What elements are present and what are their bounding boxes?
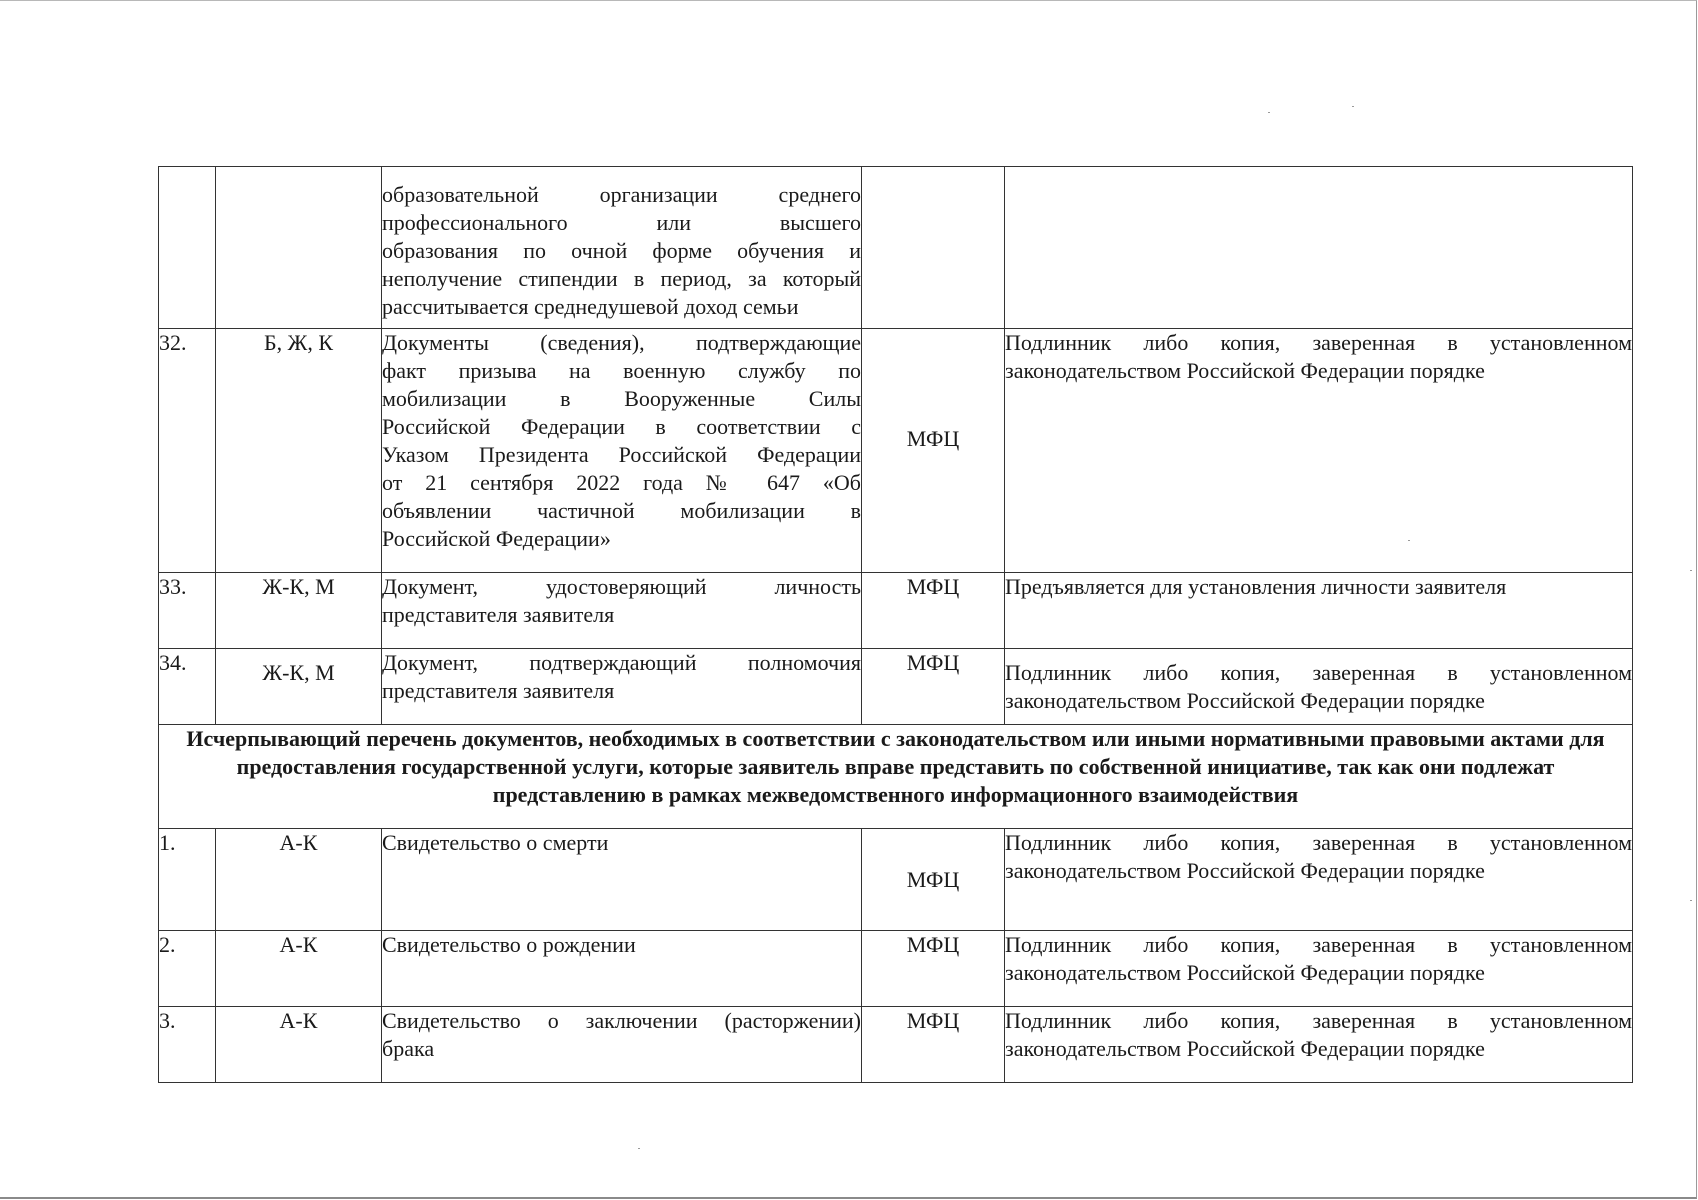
- row-category: [216, 649, 382, 725]
- desc-line: представителя заявителя: [382, 678, 615, 703]
- desc-line: мобилизации в Вооруженные Силы: [382, 386, 861, 411]
- documents-table: [158, 166, 1633, 1083]
- row-number: 2.: [159, 931, 216, 1007]
- table-row: [159, 329, 1633, 573]
- desc-line: рассчитывается среднедушевой доход семьи: [382, 294, 799, 319]
- desc-line: Свидетельство о заключении (расторжении): [382, 1008, 861, 1033]
- desc-line: факт призыва на военную службу по: [382, 358, 861, 383]
- row-note: [1005, 167, 1633, 329]
- desc-line: объявлении частичной мобилизации в: [382, 498, 861, 523]
- scan-speck: [1408, 540, 1410, 541]
- desc-line: образования по очной форме обучения и: [382, 238, 861, 263]
- desc-line: Российской Федерации»: [382, 526, 611, 551]
- row-number: 3.: [159, 1007, 216, 1083]
- row-issuer: МФЦ: [862, 573, 1005, 649]
- row-description: [382, 931, 862, 1007]
- row-note: Предъявляется для установления личности заявителя: [1005, 573, 1633, 649]
- row-issuer: МФЦ: [862, 649, 1005, 725]
- row-description: [382, 573, 862, 649]
- section-heading-row: [159, 725, 1633, 829]
- row-description: [382, 1007, 862, 1083]
- scan-speck: [1690, 900, 1692, 901]
- row-category: Ж-К, М: [216, 573, 382, 649]
- row-issuer: [862, 329, 1005, 573]
- desc-line: Свидетельство о рождении: [382, 932, 636, 957]
- table-row: [159, 931, 1633, 1007]
- table-row: [159, 829, 1633, 931]
- row-description: [382, 329, 862, 573]
- row-note: Подлинник либо копия, заверенная в установленном законодательством Российской Федерации порядке: [1005, 649, 1633, 725]
- row-note: Подлинник либо копия, заверенная в установленном законодательством Российской Федерации порядке: [1005, 931, 1633, 1007]
- desc-line: от 21 сентября 2022 года № 647 «Об: [382, 470, 861, 495]
- table-row: [159, 1007, 1633, 1083]
- desc-line: неполучение стипендии в период, за который: [382, 266, 861, 291]
- row-note: Подлинник либо копия, заверенная в установленном законодательством Российской Федерации порядке: [1005, 829, 1633, 931]
- row-note: Подлинник либо копия, заверенная в установленном законодательством Российской Федерации порядке: [1005, 1007, 1633, 1083]
- scan-speck: [1352, 106, 1354, 107]
- desc-line: образовательной организации среднего: [382, 182, 861, 207]
- row-description: [382, 167, 862, 329]
- row-number: 32.: [159, 329, 216, 573]
- row-category: [216, 167, 382, 329]
- row-number: 34.: [159, 649, 216, 725]
- desc-line: Документы (сведения), подтверждающие: [382, 330, 861, 355]
- desc-line: Российской Федерации в соответствии с: [382, 414, 861, 439]
- scan-speck: [638, 1148, 640, 1149]
- category-label: Ж-К, М: [262, 660, 335, 685]
- row-category: Б, Ж, К: [216, 329, 382, 573]
- table-row: [159, 649, 1633, 725]
- row-issuer: [862, 167, 1005, 329]
- row-number: 1.: [159, 829, 216, 931]
- row-number: 33.: [159, 573, 216, 649]
- section-heading: Исчерпывающий перечень документов, необходимых в соответствии с законодательством или иными нормативными правовыми актами для предоставления государственной услуги, которые заявитель вправе представить по собственной инициативе, так как они подлежат представлению в рамках межведомственного информационного взаимодействия: [159, 725, 1633, 829]
- row-category: А-К: [216, 829, 382, 931]
- scan-speck: [1268, 112, 1270, 113]
- desc-line: Указом Президента Российской Федерации: [382, 442, 861, 467]
- row-number: [159, 167, 216, 329]
- desc-line: Свидетельство о смерти: [382, 830, 609, 855]
- row-note: Подлинник либо копия, заверенная в установленном законодательством Российской Федерации порядке: [1005, 329, 1633, 573]
- table-row: [159, 573, 1633, 649]
- table-row: [159, 167, 1633, 329]
- desc-line: профессионального или высшего: [382, 210, 861, 235]
- desc-line: Документ, подтверждающий полномочия: [382, 650, 861, 675]
- issuer-label: МФЦ: [906, 425, 960, 451]
- row-issuer: МФЦ: [862, 1007, 1005, 1083]
- row-description: [382, 649, 862, 725]
- row-category: А-К: [216, 1007, 382, 1083]
- desc-line: Документ, удостоверяющий личность: [382, 574, 861, 599]
- row-issuer: [862, 829, 1005, 931]
- row-description: [382, 829, 862, 931]
- row-issuer: МФЦ: [862, 931, 1005, 1007]
- row-category: А-К: [216, 931, 382, 1007]
- desc-line: брака: [382, 1036, 435, 1061]
- issuer-label: МФЦ: [906, 866, 960, 892]
- scan-speck: [1690, 570, 1692, 571]
- desc-line: представителя заявителя: [382, 602, 615, 627]
